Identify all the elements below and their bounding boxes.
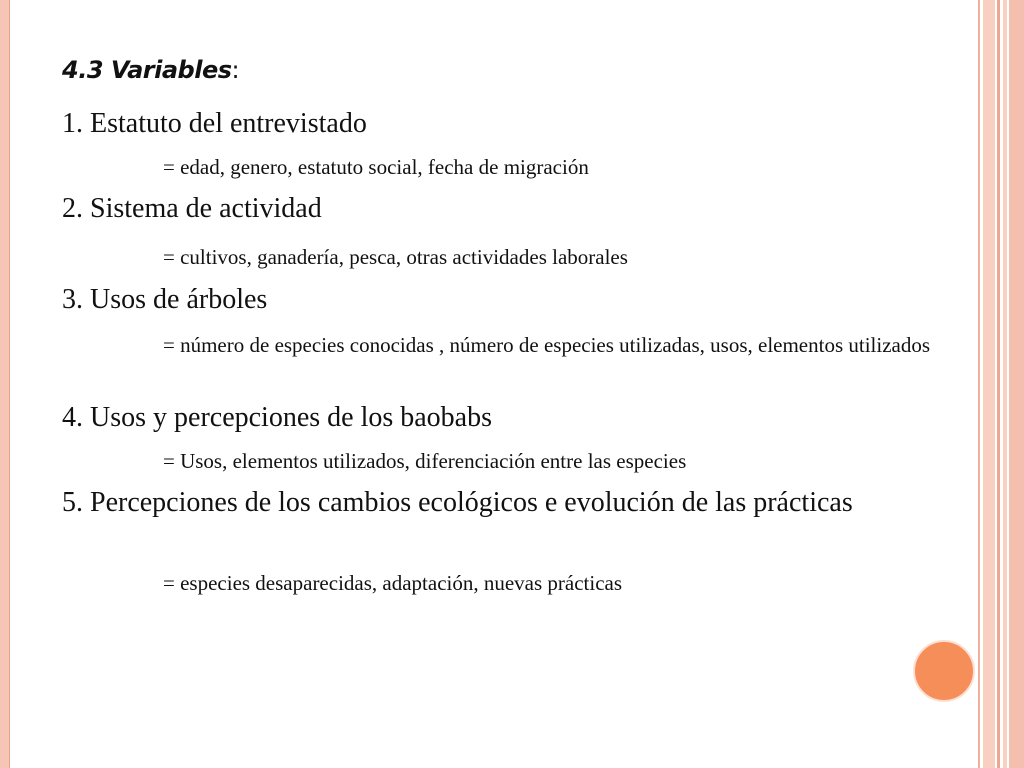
slide-title-colon: :	[231, 56, 240, 84]
variable-item-3: 3. Usos de árboles	[62, 284, 268, 315]
variable-item-4: 4. Usos y percepciones de los baobabs	[62, 402, 493, 433]
variable-item-5: 5. Percepciones de los cambios ecológicos e evolución de las prácticas	[62, 487, 853, 518]
stripe	[1009, 0, 1024, 768]
variable-detail-4: = Usos, elementos utilizados, diferenciación entre las especies	[163, 449, 687, 473]
variable-detail-1: = edad, genero, estatuto social, fecha de migración	[163, 155, 589, 179]
slide-title	[62, 56, 239, 84]
stripe	[1003, 0, 1007, 768]
slide-title-text: 4.3 Variables	[62, 56, 232, 84]
variable-detail-3: = número de especies conocidas , número de especies utilizadas, usos, elementos utilizados	[163, 333, 931, 357]
variable-item-1: 1. Estatuto del entrevistado	[62, 108, 367, 139]
variable-item-2: 2. Sistema de actividad	[62, 193, 322, 224]
variable-detail-2: = cultivos, ganadería, pesca, otras actividades laborales	[163, 245, 628, 269]
variable-detail-5: = especies desaparecidas, adaptación, nuevas prácticas	[163, 571, 623, 595]
